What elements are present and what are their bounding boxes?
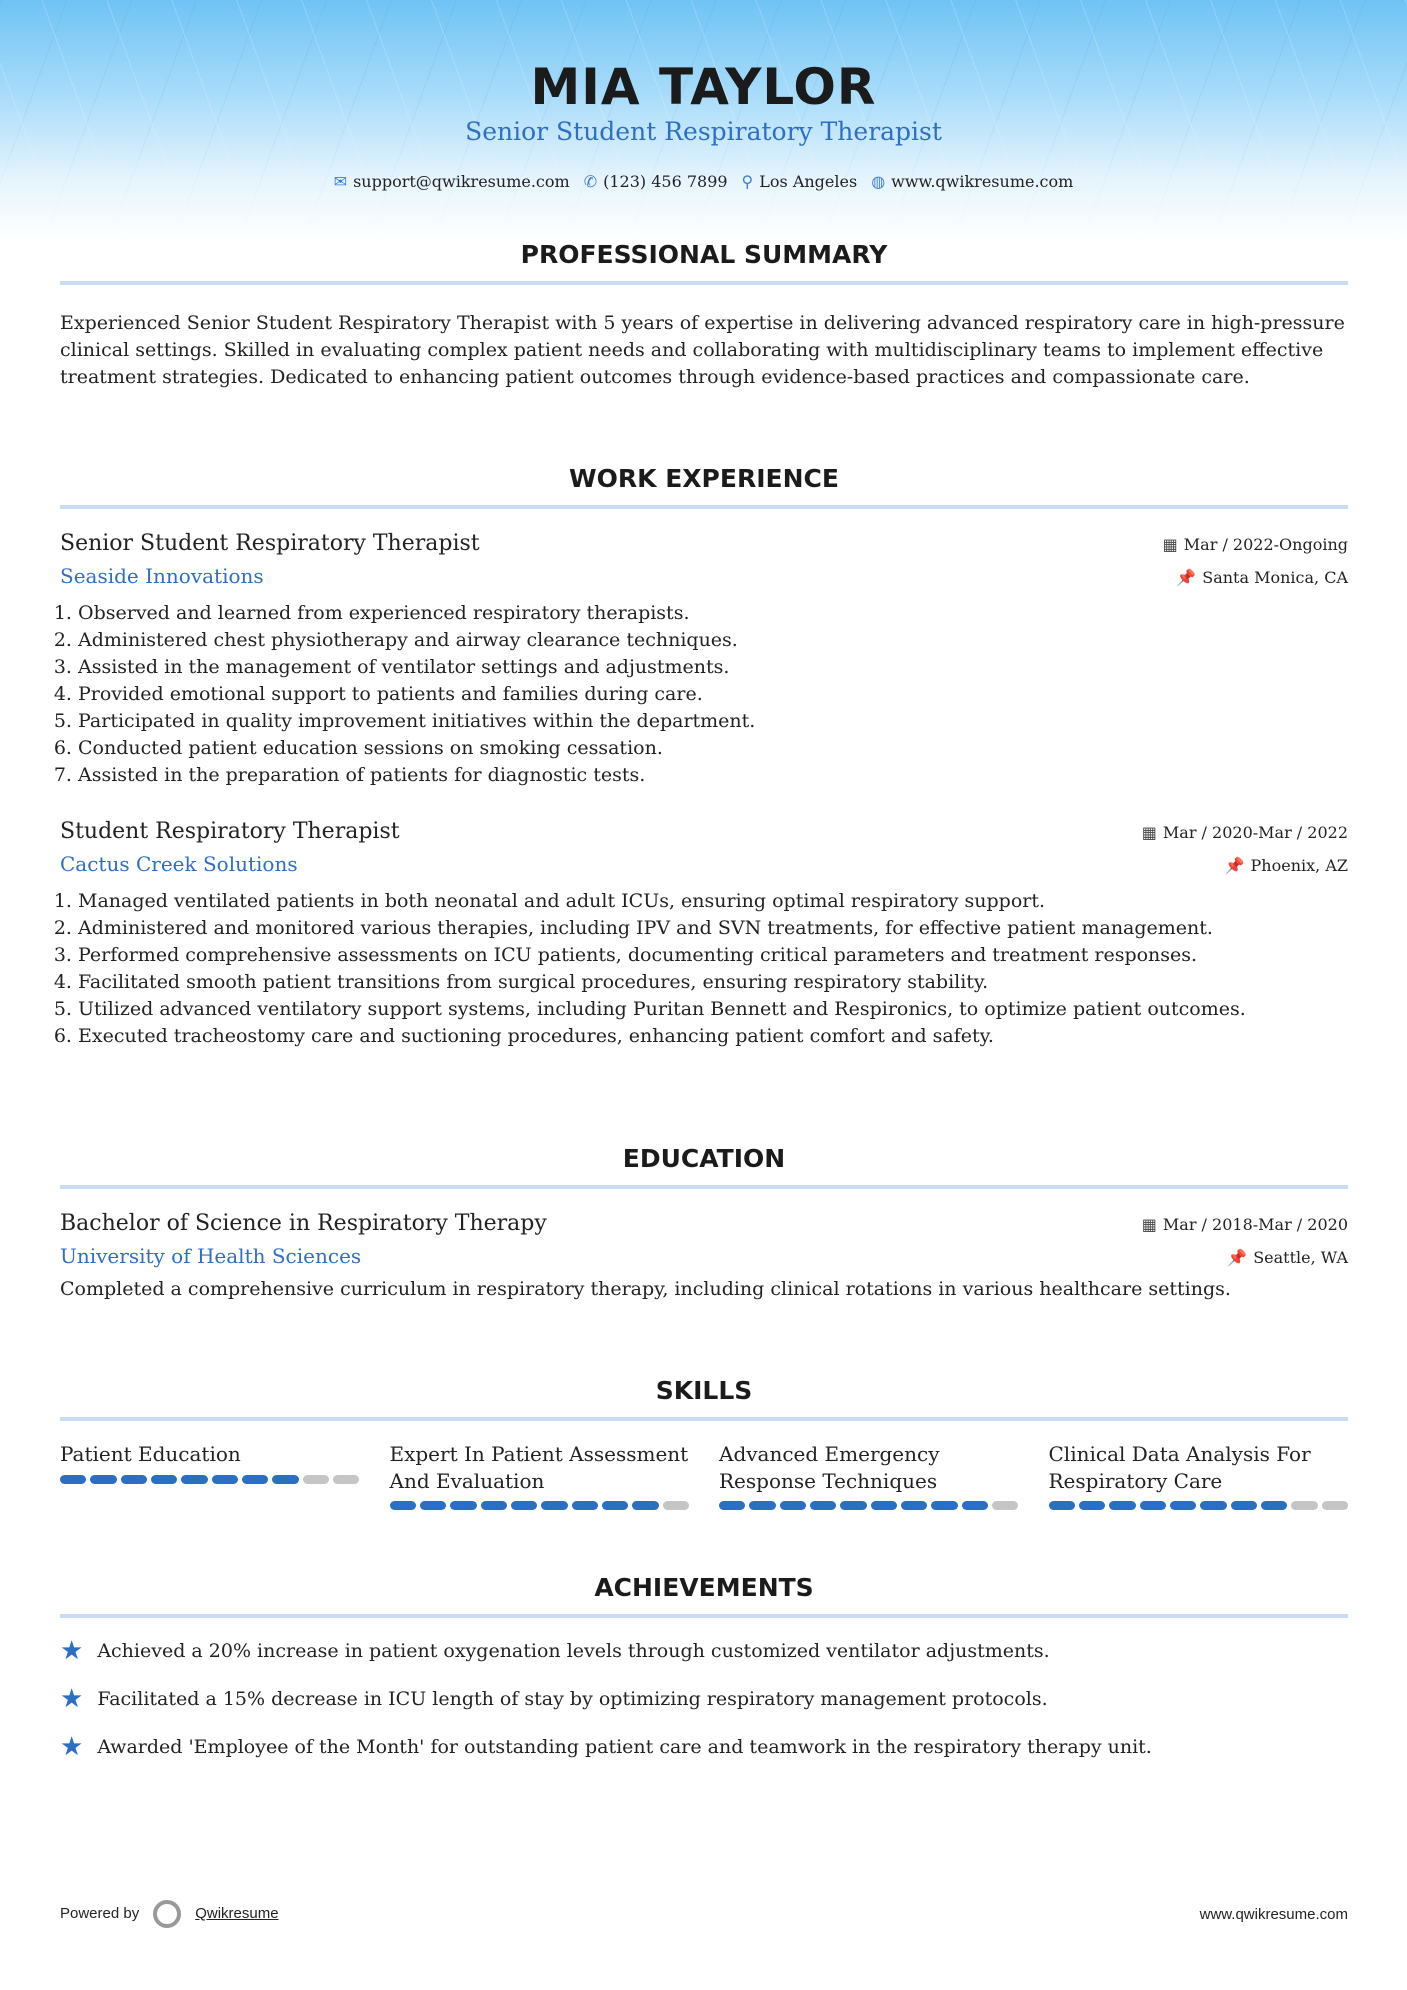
skill-segment	[1079, 1501, 1105, 1510]
skill-segment	[602, 1501, 628, 1510]
summary-section	[60, 240, 1348, 391]
header-banner	[0, 0, 1407, 240]
education-section	[60, 1144, 1348, 1303]
globe-icon: ◍	[871, 172, 886, 191]
skill-segment	[962, 1501, 988, 1510]
email-icon: ✉	[333, 172, 348, 191]
skill-segment	[541, 1501, 567, 1510]
bullet: 1. Managed ventilated patients in both neonatal and adult ICUs, ensuring optimal respiratory support.	[78, 888, 1348, 915]
bullet: 2. Administered and monitored various therapies, including IPV and SVN treatments, for effective patient management.	[78, 915, 1348, 942]
skill-level-bar	[719, 1501, 1019, 1510]
skill-segment	[303, 1475, 329, 1484]
footer-website[interactable]: www.qwikresume.com	[1199, 1905, 1348, 1923]
bullet: 4. Provided emotional support to patients and families during care.	[78, 681, 1348, 708]
location: Los Angeles	[759, 172, 858, 191]
skill-item	[60, 1441, 360, 1510]
section-heading: ACHIEVEMENTS	[60, 1573, 1348, 1618]
school: University of Health Sciences	[60, 1244, 362, 1268]
section-heading: SKILLS	[60, 1376, 1348, 1421]
footer	[60, 1900, 1348, 1928]
work-section	[60, 464, 1348, 1050]
summary-text: Experienced Senior Student Respiratory Therapist with 5 years of expertise in delivering advanced respiratory care in high-pressure clinical settings. Skilled in evaluating complex patient needs and collaborating with multidisciplinary teams to implement effective treatment strategies. Dedicated to enhancing patient outcomes through evidence-based practices and compassionate care.	[60, 312, 1345, 388]
skill-segment	[450, 1501, 476, 1510]
star-icon: ★	[60, 1732, 84, 1762]
skill-name: Expert In Patient Assessment And Evaluation	[389, 1442, 689, 1493]
skill-segment	[810, 1501, 836, 1510]
bullet: 4. Facilitated smooth patient transitions from surgical procedures, ensuring respiratory stability.	[78, 969, 1348, 996]
skill-segment	[181, 1475, 207, 1484]
bullet: 5. Participated in quality improvement initiatives within the department.	[78, 708, 1348, 735]
calendar-icon: ▦	[1141, 1215, 1157, 1234]
bullet: 3. Assisted in the management of ventilator settings and adjustments.	[78, 654, 1348, 681]
phone-icon: ✆	[583, 172, 598, 191]
achievement-text: Achieved a 20% increase in patient oxygenation levels through customized ventilator adjustments.	[97, 1640, 1050, 1662]
job-bullets	[60, 600, 1348, 789]
skill-segment	[272, 1475, 298, 1484]
skill-segment	[151, 1475, 177, 1484]
job-entry	[60, 531, 1348, 789]
skill-segment	[992, 1501, 1018, 1510]
skill-name: Patient Education	[60, 1442, 241, 1466]
skill-segment	[511, 1501, 537, 1510]
achievement-item	[60, 1732, 1348, 1762]
bullet: 5. Utilized advanced ventilatory support systems, including Puritan Bennett and Respironics, to optimize patient outcomes.	[78, 996, 1348, 1023]
location-icon: ⚲	[741, 172, 754, 191]
skill-level-bar	[390, 1501, 690, 1510]
skill-segment	[663, 1501, 689, 1510]
candidate-name: MIA TAYLOR	[530, 58, 877, 116]
bullet: 2. Administered chest physiotherapy and airway clearance techniques.	[78, 627, 1348, 654]
skill-segment	[242, 1475, 268, 1484]
star-icon: ★	[60, 1636, 84, 1666]
skill-segment	[212, 1475, 238, 1484]
skill-name: Clinical Data Analysis For Respiratory Care	[1048, 1442, 1311, 1493]
pin-icon: 📌	[1224, 856, 1245, 875]
degree: Bachelor of Science in Respiratory Therapy	[60, 1211, 547, 1236]
achievement-item	[60, 1636, 1348, 1666]
pin-icon: 📌	[1227, 1248, 1248, 1267]
calendar-icon: ▦	[1162, 535, 1178, 554]
skill-segment	[1322, 1501, 1348, 1510]
job-title: Student Respiratory Therapist	[60, 819, 400, 844]
email[interactable]: support@qwikresume.com	[353, 172, 570, 191]
skill-segment	[1231, 1501, 1257, 1510]
bullet: 1. Observed and learned from experienced respiratory therapists.	[78, 600, 1348, 627]
powered-by: Powered by	[60, 1904, 140, 1922]
edu-dates: Mar / 2018-Mar / 2020	[1162, 1215, 1348, 1234]
star-icon: ★	[60, 1684, 84, 1714]
skill-segment	[60, 1475, 86, 1484]
skill-name: Advanced Emergency Response Techniques	[719, 1442, 940, 1493]
section-heading: WORK EXPERIENCE	[60, 464, 1348, 509]
brand-link[interactable]: Qwikresume	[195, 1904, 279, 1922]
skill-segment	[780, 1501, 806, 1510]
skill-item	[390, 1441, 690, 1510]
edu-location: Seattle, WA	[1253, 1248, 1348, 1267]
skill-segment	[1291, 1501, 1317, 1510]
skill-segment	[871, 1501, 897, 1510]
skill-segment	[1261, 1501, 1287, 1510]
skill-item	[1049, 1441, 1349, 1510]
phone: (123) 456 7899	[603, 172, 728, 191]
skill-segment	[1109, 1501, 1135, 1510]
bullet: 6. Conducted patient education sessions on smoking cessation.	[78, 735, 1348, 762]
company: Seaside Innovations	[60, 564, 264, 588]
section-heading: PROFESSIONAL SUMMARY	[60, 240, 1348, 285]
job-entry	[60, 819, 1348, 1050]
skill-segment	[90, 1475, 116, 1484]
job-dates: Mar / 2022-Ongoing	[1183, 535, 1348, 554]
job-location: Phoenix, AZ	[1250, 856, 1348, 875]
candidate-title: Senior Student Respiratory Therapist	[465, 117, 942, 146]
skill-segment	[719, 1501, 745, 1510]
skill-segment	[390, 1501, 416, 1510]
achievements-section	[60, 1573, 1348, 1762]
job-location: Santa Monica, CA	[1202, 568, 1348, 587]
bullet: 6. Executed tracheostomy care and suctioning procedures, enhancing patient comfort and safety.	[78, 1023, 1348, 1050]
achievement-text: Awarded 'Employee of the Month' for outstanding patient care and teamwork in the respiratory therapy unit.	[97, 1736, 1152, 1758]
skill-segment	[1200, 1501, 1226, 1510]
skill-segment	[1140, 1501, 1166, 1510]
achievement-text: Facilitated a 15% decrease in ICU length of stay by optimizing respiratory management protocols.	[97, 1688, 1048, 1710]
skill-segment	[121, 1475, 147, 1484]
company: Cactus Creek Solutions	[60, 852, 298, 876]
skill-item	[719, 1441, 1019, 1510]
skill-segment	[749, 1501, 775, 1510]
skill-level-bar	[60, 1475, 360, 1484]
job-title: Senior Student Respiratory Therapist	[60, 531, 480, 556]
pin-icon: 📌	[1176, 568, 1197, 587]
edu-description: Completed a comprehensive curriculum in respiratory therapy, including clinical rotations in various healthcare settings.	[60, 1278, 1231, 1300]
skill-segment	[333, 1475, 359, 1484]
qwikresume-logo-icon	[153, 1900, 181, 1928]
section-heading: EDUCATION	[60, 1144, 1348, 1189]
skill-segment	[1170, 1501, 1196, 1510]
job-dates: Mar / 2020-Mar / 2022	[1162, 823, 1348, 842]
skill-segment	[901, 1501, 927, 1510]
skill-level-bar	[1049, 1501, 1349, 1510]
skills-section	[60, 1376, 1348, 1510]
skill-segment	[481, 1501, 507, 1510]
skill-segment	[572, 1501, 598, 1510]
website[interactable]: www.qwikresume.com	[891, 172, 1074, 191]
bullet: 3. Performed comprehensive assessments on ICU patients, documenting critical parameters and treatment responses.	[78, 942, 1348, 969]
skill-segment	[840, 1501, 866, 1510]
skill-segment	[632, 1501, 658, 1510]
skill-segment	[420, 1501, 446, 1510]
bullet: 7. Assisted in the preparation of patients for diagnostic tests.	[78, 762, 1348, 789]
calendar-icon: ▦	[1141, 823, 1157, 842]
achievement-item	[60, 1684, 1348, 1714]
skill-segment	[1049, 1501, 1075, 1510]
job-bullets	[60, 888, 1348, 1050]
contact-info	[0, 172, 1407, 191]
skill-segment	[931, 1501, 957, 1510]
